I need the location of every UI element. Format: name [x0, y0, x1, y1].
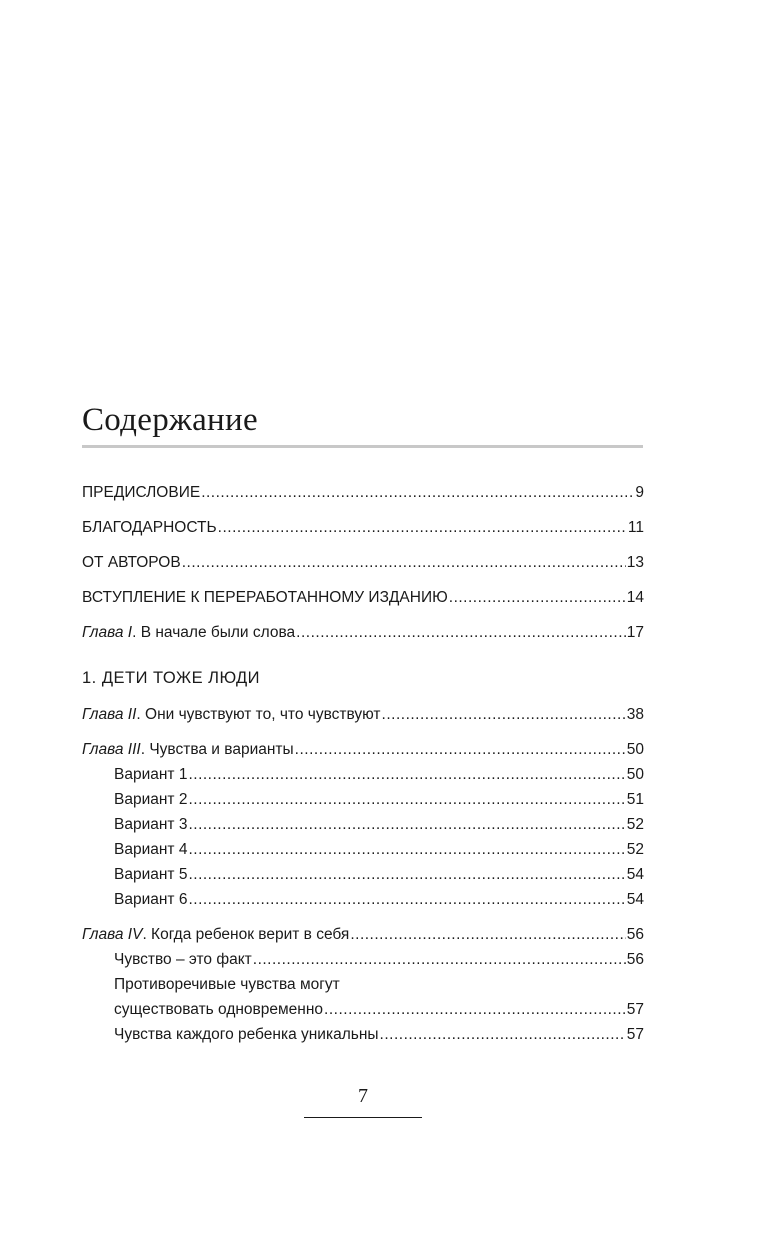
toc-entry-preface[interactable] — [82, 480, 644, 505]
toc-subentry[interactable] — [82, 762, 644, 787]
dot-leader — [449, 585, 626, 610]
toc-entry-label: Вариант 4 — [114, 841, 188, 858]
toc-subentry[interactable] — [82, 862, 644, 887]
dot-leader — [295, 737, 626, 762]
toc-entry-chapter-3[interactable] — [82, 737, 644, 762]
dot-leader — [380, 1022, 626, 1047]
toc-entry-label: ОТ АВТОРОВ — [82, 554, 181, 571]
toc-entry-page: 51 — [626, 791, 644, 808]
toc-entry-chapter-2[interactable] — [82, 702, 644, 727]
dot-leader — [324, 997, 626, 1022]
dot-leader — [253, 947, 626, 972]
toc-entry-label: Чувство – это факт — [114, 951, 252, 968]
toc-entry-label — [82, 922, 349, 947]
toc-entry-label — [82, 620, 295, 645]
title-divider — [82, 445, 643, 448]
toc-subentry[interactable] — [82, 947, 644, 972]
toc-entry-page: 11 — [627, 519, 644, 536]
toc-entry-page: 17 — [626, 624, 644, 641]
toc-entry-label: Вариант 6 — [114, 891, 188, 908]
page-number-rule — [304, 1117, 422, 1118]
dot-leader — [201, 480, 634, 505]
toc-entry-page: 54 — [626, 891, 644, 908]
toc-entry-label — [82, 702, 381, 727]
toc-entry-label — [82, 737, 294, 762]
chapter-title: . Чувства и варианты — [140, 741, 294, 758]
toc-entry-page: 14 — [626, 589, 644, 606]
dot-leader — [188, 862, 625, 887]
toc-subentry[interactable] — [82, 887, 644, 912]
chapter-title: . Они чувствуют то, что чувствуют — [136, 706, 381, 723]
toc-entry-chapter-4[interactable] — [82, 922, 644, 947]
toc-subentry[interactable] — [82, 812, 644, 837]
toc-entry-page: 57 — [626, 1026, 644, 1043]
toc-entry-page: 56 — [626, 951, 644, 968]
toc-entry-acknowledgements[interactable] — [82, 515, 644, 540]
toc-entry-chapter-1[interactable] — [82, 620, 644, 645]
toc-entry-page: 9 — [635, 484, 644, 501]
chapter-prefix: Глава IV — [82, 926, 143, 943]
dot-leader — [182, 550, 626, 575]
toc-entry-label: ПРЕДИСЛОВИЕ — [82, 484, 201, 501]
toc-entry-page: 54 — [626, 866, 644, 883]
page-title: Содержание — [82, 402, 258, 438]
toc-entry-label: существовать одновременно — [114, 1001, 324, 1018]
toc-subentry[interactable] — [82, 837, 644, 862]
dot-leader — [188, 762, 625, 787]
toc-subentry[interactable] — [82, 787, 644, 812]
chapter-prefix: Глава I — [82, 624, 133, 641]
toc-entry-label: БЛАГОДАРНОСТЬ — [82, 519, 217, 536]
toc-entry-page: 50 — [626, 741, 644, 758]
part-heading: 1. ДЕТИ ТОЖЕ ЛЮДИ — [82, 669, 260, 687]
toc-entry-page: 52 — [626, 816, 644, 833]
page-number: 7 — [358, 1085, 368, 1107]
chapter-prefix: Глава II — [82, 706, 137, 723]
chapter-title: . Когда ребенок верит в себя — [142, 926, 350, 943]
dot-leader — [296, 620, 626, 645]
chapter-title: . В начале были слова — [132, 624, 296, 641]
dot-leader — [188, 837, 625, 862]
toc-entry-page: 56 — [626, 926, 644, 943]
toc-entry-page: 52 — [626, 841, 644, 858]
toc-subentry[interactable] — [82, 997, 644, 1022]
toc-entry-page: 38 — [626, 706, 644, 723]
toc-entry-label: Вариант 1 — [114, 766, 188, 783]
chapter-prefix: Глава III — [82, 741, 141, 758]
toc-entry-label: Вариант 5 — [114, 866, 188, 883]
toc-entry-label: Вариант 3 — [114, 816, 188, 833]
toc-entry-label: Вариант 2 — [114, 791, 188, 808]
toc-entry-page: 50 — [626, 766, 644, 783]
toc-subentry-first-line: Противоречивые чувства могут — [114, 976, 340, 993]
dot-leader — [188, 812, 625, 837]
table-of-contents — [82, 480, 644, 1047]
dot-leader — [218, 515, 627, 540]
dot-leader — [188, 787, 625, 812]
toc-entry-introduction[interactable] — [82, 585, 644, 610]
toc-subentry[interactable] — [82, 1022, 644, 1047]
toc-entry-from-authors[interactable] — [82, 550, 644, 575]
toc-entry-label: Чувства каждого ребенка уникальны — [114, 1026, 379, 1043]
toc-entry-page: 13 — [626, 554, 644, 571]
dot-leader — [382, 702, 626, 727]
dot-leader — [188, 887, 625, 912]
toc-entry-label: ВСТУПЛЕНИЕ К ПЕРЕРАБОТАННОМУ ИЗДАНИЮ — [82, 589, 448, 606]
toc-entry-page: 57 — [626, 1001, 644, 1018]
dot-leader — [350, 922, 625, 947]
